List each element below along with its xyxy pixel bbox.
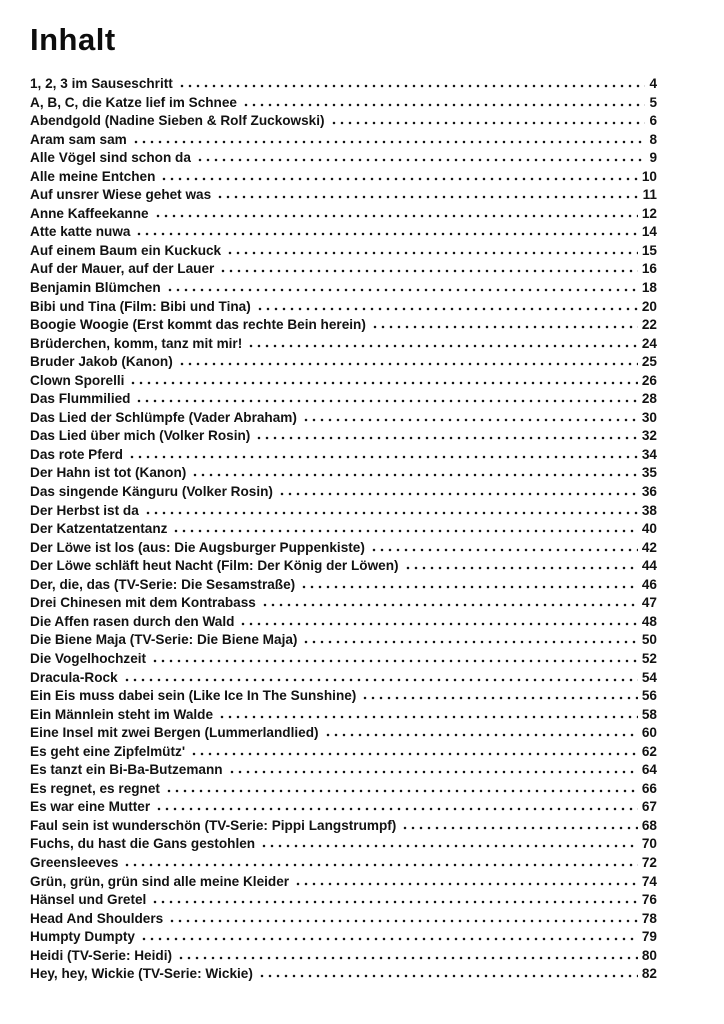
toc-entry (30, 169, 657, 188)
toc-entry (30, 855, 657, 874)
dot-leader (242, 103, 645, 107)
toc-entry (30, 614, 657, 633)
toc-entry-title: Head And Shoulders (30, 910, 164, 926)
dot-leader (172, 529, 637, 533)
dot-leader (177, 956, 638, 960)
toc-entry-page: 24 (641, 335, 657, 351)
toc-entry-page: 22 (641, 317, 657, 333)
toc-entry (30, 484, 657, 503)
toc-entry-page: 64 (641, 762, 657, 778)
dot-leader (168, 919, 638, 923)
toc-entry (30, 929, 657, 948)
toc-entry-page: 47 (641, 595, 657, 611)
toc-entry (30, 762, 657, 781)
toc-entry (30, 354, 657, 373)
toc-entry (30, 688, 657, 707)
toc-entry-page: 79 (641, 929, 657, 945)
toc-entry-title: Es regnet, es regnet (30, 780, 160, 796)
toc-entry-page: 40 (641, 521, 657, 537)
toc-entry-page: 68 (641, 817, 657, 833)
dot-leader (258, 974, 638, 978)
toc-entry (30, 595, 657, 614)
toc-entry-page: 60 (641, 725, 657, 741)
dot-leader (300, 585, 638, 589)
toc-entry-page: 67 (641, 799, 657, 815)
toc-entry (30, 558, 657, 577)
toc-entry-page: 16 (641, 261, 657, 277)
dot-leader (155, 807, 638, 811)
toc-entry-title: Das rote Pferd (30, 446, 123, 462)
toc-entry-title: Die Vogelhochzeit (30, 650, 147, 666)
toc-entry-page: 28 (641, 391, 657, 407)
toc-entry-title: Dracula-Rock (30, 669, 118, 685)
page-title: Inhalt (30, 22, 116, 57)
dot-leader (196, 158, 646, 162)
toc-entry (30, 261, 657, 280)
toc-entry-page: 11 (642, 187, 657, 203)
dot-leader (135, 399, 637, 403)
dot-leader (324, 733, 638, 737)
toc-entry-page: 36 (641, 484, 657, 500)
toc-entry (30, 76, 657, 95)
toc-entry-title: Faul sein ist wunderschön (TV-Serie: Pippi Langstrumpf) (30, 817, 397, 833)
toc-entry-page: 62 (641, 743, 657, 759)
dot-leader (154, 214, 638, 218)
toc-entry (30, 503, 657, 522)
dot-leader (160, 177, 637, 181)
toc-entry (30, 410, 657, 429)
toc-entry-title: Es geht eine Zipfelmütz' (30, 743, 186, 759)
toc-entry-title: Aram sam sam (30, 131, 127, 147)
dot-leader (260, 844, 638, 848)
toc-entry-page: 4 (649, 76, 657, 91)
toc-entry-title: Benjamin Blümchen (30, 280, 161, 296)
dot-leader (166, 288, 638, 292)
toc-entry-page: 78 (641, 910, 657, 926)
toc-entry-title: Drei Chinesen mit dem Kontrabass (30, 595, 256, 611)
toc-entry (30, 224, 657, 243)
toc-entry-title: Auf einem Baum ein Kuckuck (30, 242, 222, 258)
toc-entry-title: Es tanzt ein Bi-Ba-Butzemann (30, 762, 223, 778)
toc-entry-title: Der Hahn ist tot (Kanon) (30, 465, 187, 481)
toc-entry (30, 892, 657, 911)
toc-entry (30, 206, 657, 225)
toc-entry (30, 540, 657, 559)
toc-entry-title: Alle Vögel sind schon da (30, 150, 191, 166)
toc-entry-page: 14 (641, 224, 657, 240)
dot-leader (218, 715, 638, 719)
dot-leader (294, 882, 638, 886)
toc-entry-title: Eine Insel mit zwei Bergen (Lummerlandlied) (30, 725, 319, 741)
toc-entry-title: Der Katzentatzentanz (30, 521, 168, 537)
toc-entry-page: 6 (649, 113, 657, 129)
toc-entry-page: 46 (641, 576, 657, 592)
toc-entry-title: Atte katte nuwa (30, 224, 131, 240)
toc-entry-page: 54 (641, 669, 657, 685)
toc-entry-page: 80 (641, 947, 657, 963)
toc-entry-page: 58 (641, 706, 657, 722)
toc-entry-page: 38 (641, 502, 657, 518)
toc-entry (30, 651, 657, 670)
toc-entry (30, 670, 657, 689)
toc-entry (30, 874, 657, 893)
toc-entry-title: Der Löwe schläft heut Nacht (Film: Der König der Löwen) (30, 558, 399, 574)
toc-entry (30, 781, 657, 800)
toc-entry-page: 30 (641, 409, 657, 425)
dot-leader (330, 121, 646, 125)
toc-entry-title: Auf der Mauer, auf der Lauer (30, 261, 215, 277)
toc-entry-title: Ein Männlein steht im Walde (30, 706, 214, 722)
toc-entry-title: Auf unsrer Wiese gehet was (30, 187, 212, 203)
toc-entry-page: 50 (641, 632, 657, 648)
toc-entry-title: Humpty Dumpty (30, 929, 135, 945)
dot-leader (228, 770, 638, 774)
toc-entry-title: A, B, C, die Katze lief im Schnee (30, 94, 237, 110)
toc-entry-title: Das Lied über mich (Volker Rosin) (30, 428, 251, 444)
toc-entry-page: 72 (641, 854, 657, 870)
toc-entry-title: Der, die, das (TV-Serie: Die Sesamstraße) (30, 576, 296, 592)
dot-leader (151, 659, 638, 663)
toc-entry-title: Alle meine Entchen (30, 168, 156, 184)
dot-leader (123, 678, 638, 682)
toc-entry-title: Das singende Känguru (Volker Rosin) (30, 484, 273, 500)
dot-leader (140, 937, 638, 941)
toc-entry (30, 818, 657, 837)
toc-entry-page: 20 (641, 298, 657, 314)
toc-entry-page: 9 (649, 150, 657, 166)
toc-entry-title: Die Affen rasen durch den Wald (30, 613, 235, 629)
dot-leader (371, 325, 638, 329)
toc-entry-page: 56 (641, 688, 657, 704)
dot-leader (128, 455, 638, 459)
toc-entry-title: Clown Sporelli (30, 372, 125, 388)
toc-entry-page: 74 (641, 873, 657, 889)
toc-entry-title: Das Lied der Schlümpfe (Vader Abraham) (30, 409, 297, 425)
toc-entry-title: Hey, hey, Wickie (TV-Serie: Wickie) (30, 966, 253, 982)
toc-entry (30, 299, 657, 318)
toc-entry (30, 336, 657, 355)
toc-entry-page: 44 (641, 558, 657, 574)
dot-leader (219, 269, 638, 273)
dot-leader (132, 140, 646, 144)
toc-entry-title: Greensleeves (30, 854, 119, 870)
toc-entry-title: Der Herbst ist da (30, 502, 139, 518)
toc-entry (30, 113, 657, 132)
toc-entry-page: 52 (641, 650, 657, 666)
toc-entry-page: 70 (641, 836, 657, 852)
toc-entry-page: 32 (641, 428, 657, 444)
toc-entry (30, 391, 657, 410)
toc-entry (30, 632, 657, 651)
toc-entry-title: Anne Kaffeekanne (30, 205, 149, 221)
dot-leader (255, 436, 638, 440)
toc-entry (30, 521, 657, 540)
toc-entry (30, 150, 657, 169)
dot-leader (302, 640, 637, 644)
toc-entry (30, 317, 657, 336)
dot-leader (370, 548, 638, 552)
dot-leader (123, 863, 637, 867)
dot-leader (129, 381, 637, 385)
toc-entry-title: Die Biene Maja (TV-Serie: Die Biene Maja) (30, 632, 298, 648)
toc-entry (30, 428, 657, 447)
dot-leader (361, 696, 638, 700)
toc-entry (30, 465, 657, 484)
toc-entry-page: 42 (641, 539, 657, 555)
toc-entry (30, 744, 657, 763)
toc-entry-title: Grün, grün, grün sind alle meine Kleider (30, 873, 290, 889)
toc-entry (30, 948, 657, 967)
toc-entry-page: 18 (641, 280, 657, 296)
toc-entry-title: 1, 2, 3 im Sauseschritt (30, 76, 173, 91)
toc-entry-title: Hänsel und Gretel (30, 892, 147, 908)
toc-entry (30, 243, 657, 262)
toc-entry-page: 8 (649, 131, 657, 147)
toc-entry-title: Bibi und Tina (Film: Bibi und Tina) (30, 298, 251, 314)
toc-entry-title: Der Löwe ist los (aus: Die Augsburger Puppenkiste) (30, 539, 365, 555)
toc-entry-page: 5 (649, 94, 657, 110)
dot-leader (239, 622, 637, 626)
toc-entry-page: 66 (641, 780, 657, 796)
toc-entry-title: Heidi (TV-Serie: Heidi) (30, 947, 173, 963)
toc-entry (30, 966, 657, 985)
toc-entry (30, 911, 657, 930)
dot-leader (302, 418, 638, 422)
toc-entry-page: 35 (641, 465, 657, 481)
dot-leader (261, 603, 638, 607)
toc-entry-page: 15 (641, 242, 657, 258)
dot-leader (144, 511, 638, 515)
dot-leader (135, 232, 637, 236)
dot-leader (191, 473, 638, 477)
toc-entry-page: 10 (641, 168, 657, 184)
toc-entry-title: Das Flummilied (30, 391, 131, 407)
toc-entry (30, 373, 657, 392)
toc-entry-title: Brüderchen, komm, tanz mit mir! (30, 335, 243, 351)
dot-leader (404, 566, 638, 570)
dot-leader (278, 492, 638, 496)
toc-entry-page: 76 (641, 892, 657, 908)
dot-leader (178, 84, 646, 88)
dot-leader (165, 789, 638, 793)
toc-entry (30, 707, 657, 726)
toc-entry-title: Es war eine Mutter (30, 799, 151, 815)
toc-entry-page: 34 (641, 446, 657, 462)
toc-entry (30, 799, 657, 818)
toc-entry-page: 48 (641, 613, 657, 629)
toc-entry-title: Boogie Woogie (Erst kommt das rechte Bein herein) (30, 317, 366, 333)
toc-entry (30, 836, 657, 855)
toc-entry (30, 577, 657, 596)
toc-entry-title: Abendgold (Nadine Sieben & Rolf Zuckowski) (30, 113, 325, 129)
toc-entry-page: 26 (641, 372, 657, 388)
toc-entry (30, 447, 657, 466)
toc-entry (30, 280, 657, 299)
toc-entry-title: Bruder Jakob (Kanon) (30, 354, 173, 370)
dot-leader (151, 900, 638, 904)
dot-leader (401, 826, 638, 830)
toc-entry-page: 82 (641, 966, 657, 982)
toc-entry-page: 25 (641, 354, 657, 370)
toc-entry-title: Ein Eis muss dabei sein (Like Ice In The Sunshine) (30, 688, 357, 704)
dot-leader (256, 307, 638, 311)
toc-entry (30, 95, 657, 114)
toc-entry (30, 187, 657, 206)
toc-list (30, 76, 657, 985)
toc-entry (30, 132, 657, 151)
dot-leader (216, 195, 638, 199)
toc-entry-page: 12 (641, 205, 657, 221)
toc-entry-title: Fuchs, du hast die Gans gestohlen (30, 836, 256, 852)
dot-leader (247, 344, 638, 348)
toc-entry (30, 725, 657, 744)
dot-leader (178, 362, 638, 366)
dot-leader (226, 251, 638, 255)
dot-leader (190, 752, 638, 756)
